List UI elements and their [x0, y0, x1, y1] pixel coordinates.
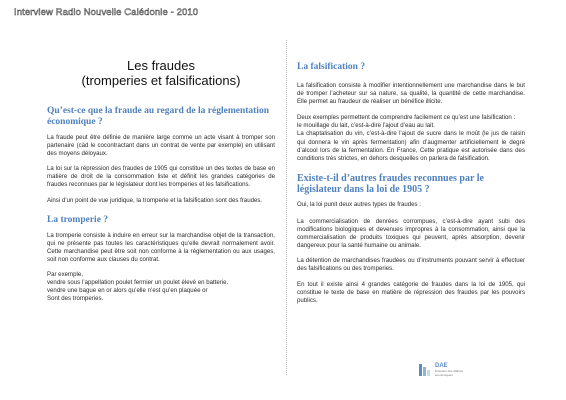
header-caption: Interview Radio Nouvelle Calédonie - 2010 [14, 7, 199, 18]
paragraph-falsification: La falsification consiste à modifier intentionnellement une marchandise dans le but de tromper l’acheteur sur sa nature, sa qualité, la quantité de cette marchandise. Elle permet au fraudeur de réaliser un bénéfice illicite. [297, 82, 525, 106]
falsification-examples [297, 114, 525, 130]
title-line-2: (tromperies et falsifications) [81, 73, 241, 88]
heading-tromperie: La tromperie ? [47, 214, 109, 225]
heading-fraude-definition: Qu’est-ce que la fraude au regard de la réglementation économique ? [47, 106, 269, 127]
document-title [47, 58, 275, 88]
example-line: vendre une bague en or alors qu’elle n’est qu’en plaquée or [47, 287, 208, 295]
example-line: le mouillage du lait, c’est-à-dire l’ajout d’eau au lait. [297, 122, 435, 130]
example-line: Par exemple, [47, 271, 83, 279]
logo-subtitle: Direction des affaires économiques [435, 368, 464, 377]
paragraph-quatre-categories: En tout il existe ainsi 4 grandes catégorie de fraudes dans la loi de 1905, qui constitue le texte de base en matière de répression des fraudes par les pouvoirs publics. [297, 280, 525, 304]
example-line: vendre sous l’appellation poulet fermier un poulet élevé en batterie. [47, 279, 229, 287]
column-divider [286, 40, 288, 375]
paragraph-fraude-definition: La fraude peut être définie de manière large comme un acte visant à tromper son partenaire (càd le cocontractant dans un contrat de vente par exemple) en utilisant des moyens déloyaux. [47, 134, 275, 158]
example-line: Sont des tromperies. [47, 295, 104, 303]
paragraph-point-de-vue-juridique: Ainsi d’un point de vue juridique, la tromperie et la falsification sont des fraudes. [47, 196, 263, 204]
paragraph-loi-1905: La loi sur la répression des fraudes de 1905 qui constitue un des textes de base en matière de droit de la consommation liste et définit les grandes catégories de fraudes reconnues par le législateur dont les tromperies et les falsifications. [47, 165, 275, 189]
paragraph-denrees-corrompues: La commercialisation de denrées corrompues, c’est-à-dire ayant subi des modifications biologiques et devenues impropres à la consommation, ainsi que la commercialisation de produits toxiques qui peuvent, après absorption, devenir dangereux pour la santé humaine ou animale. [297, 217, 525, 250]
title-line-1: Les fraudes [127, 58, 195, 73]
paragraph-detention: La détention de marchandises fraudées ou d’instruments pouvant servir à effectuer des falsifications ou des tromperies. [297, 257, 525, 273]
dae-logo-icon [418, 362, 432, 378]
left-column [47, 58, 275, 310]
example-intro: Deux exemples permettent de comprendre facilement ce qu’est une falsification : [297, 114, 516, 122]
heading-falsification: La falsification ? [297, 62, 366, 72]
right-column [297, 62, 525, 312]
tromperie-examples [47, 271, 275, 303]
paragraph-deux-types: Oui, la loi punit deux autres types de fraudes : [297, 200, 421, 208]
paragraph-chaptalisation: La chaptalisation du vin, c’est-à-dire l’ajout de sucre dans le moût (le jus de raisin qui donnera le vin après fermentation) afin d’augmenter artificiellement le degré d’alcool lors de la fermentation. En France, Cette pratique est autorisée dans des conditions très strictes, en dehors desquelles on parlera de falsification. [297, 130, 525, 162]
paragraph-tromperie: La tromperie consiste à induire en erreur sur la marchandise objet de la transaction, qui ne présente pas toutes les caractéristiques qu’elle devrait normalement avoir. Cette marchandise peut être soit non conforme à la réglementation ou aux usages, soit non conforme aux clauses du contrat. [47, 231, 275, 263]
logo-abbreviation: DAE [435, 362, 448, 369]
heading-autres-fraudes: Existe-t-il d’autres fraudes reconnues par le législateur dans la loi de 1905 ? [297, 172, 484, 195]
dae-logo [418, 356, 528, 384]
